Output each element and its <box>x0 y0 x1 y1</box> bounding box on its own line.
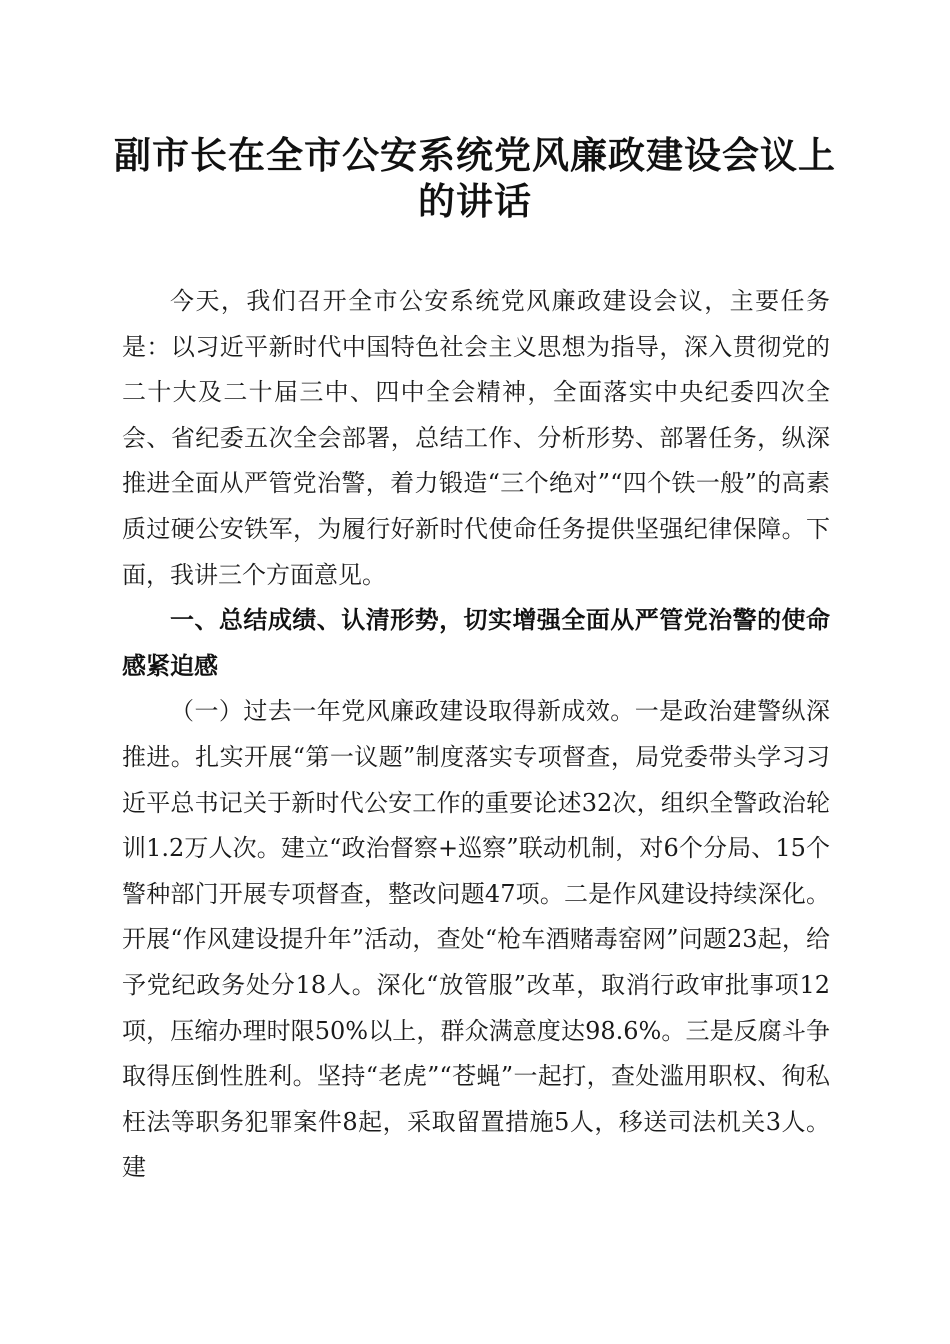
document-title: 副市长在全市公安系统党风廉政建设会议上的讲话 <box>114 133 836 223</box>
subsection-paragraph-1: （一）过去一年党风廉政建设取得新成效。一是政治建警纵深推进。扎实开展“第一议题”制度落实专项督查，局党委带头学习习近平总书记关于新时代公安工作的重要论述32次，组织全警政治轮训1.2万人次。建立“政治督察+巡察”联动机制，对6个分局、15个警种部门开展专项督查，整改问题47项。二是作风建设持续深化。开展“作风建设提升年”活动，查处“枪车酒赌毒窑网”问题23起，给予党纪政务处分18人。深化“放管服”改革，取消行政审批事项12项，压缩办理时限50%以上，群众满意度达98.6%。三是反腐斗争取得压倒性胜利。坚持“老虎”“苍蝇”一起打，查处滥用职权、徇私枉法等职务犯罪案件8起，采取留置措施5人，移送司法机关3人。建 <box>122 697 830 1182</box>
section-heading-1: 一、总结成绩、认清形势，切实增强全面从严管党治警的使命感紧迫感 <box>122 606 830 680</box>
document-body <box>122 279 830 1191</box>
intro-paragraph: 今天，我们召开全市公安系统党风廉政建设会议，主要任务是：以习近平新时代中国特色社会主义思想为指导，深入贯彻党的二十大及二十届三中、四中全会精神，全面落实中央纪委四次全会、省纪委五次全会部署，总结工作、分析形势、部署任务，纵深推进全面从严管党治警，着力锻造“三个绝对”“四个铁一般”的高素质过硬公安铁军，为履行好新时代使命任务提供坚强纪律保障。下面，我讲三个方面意见。 <box>122 287 830 589</box>
